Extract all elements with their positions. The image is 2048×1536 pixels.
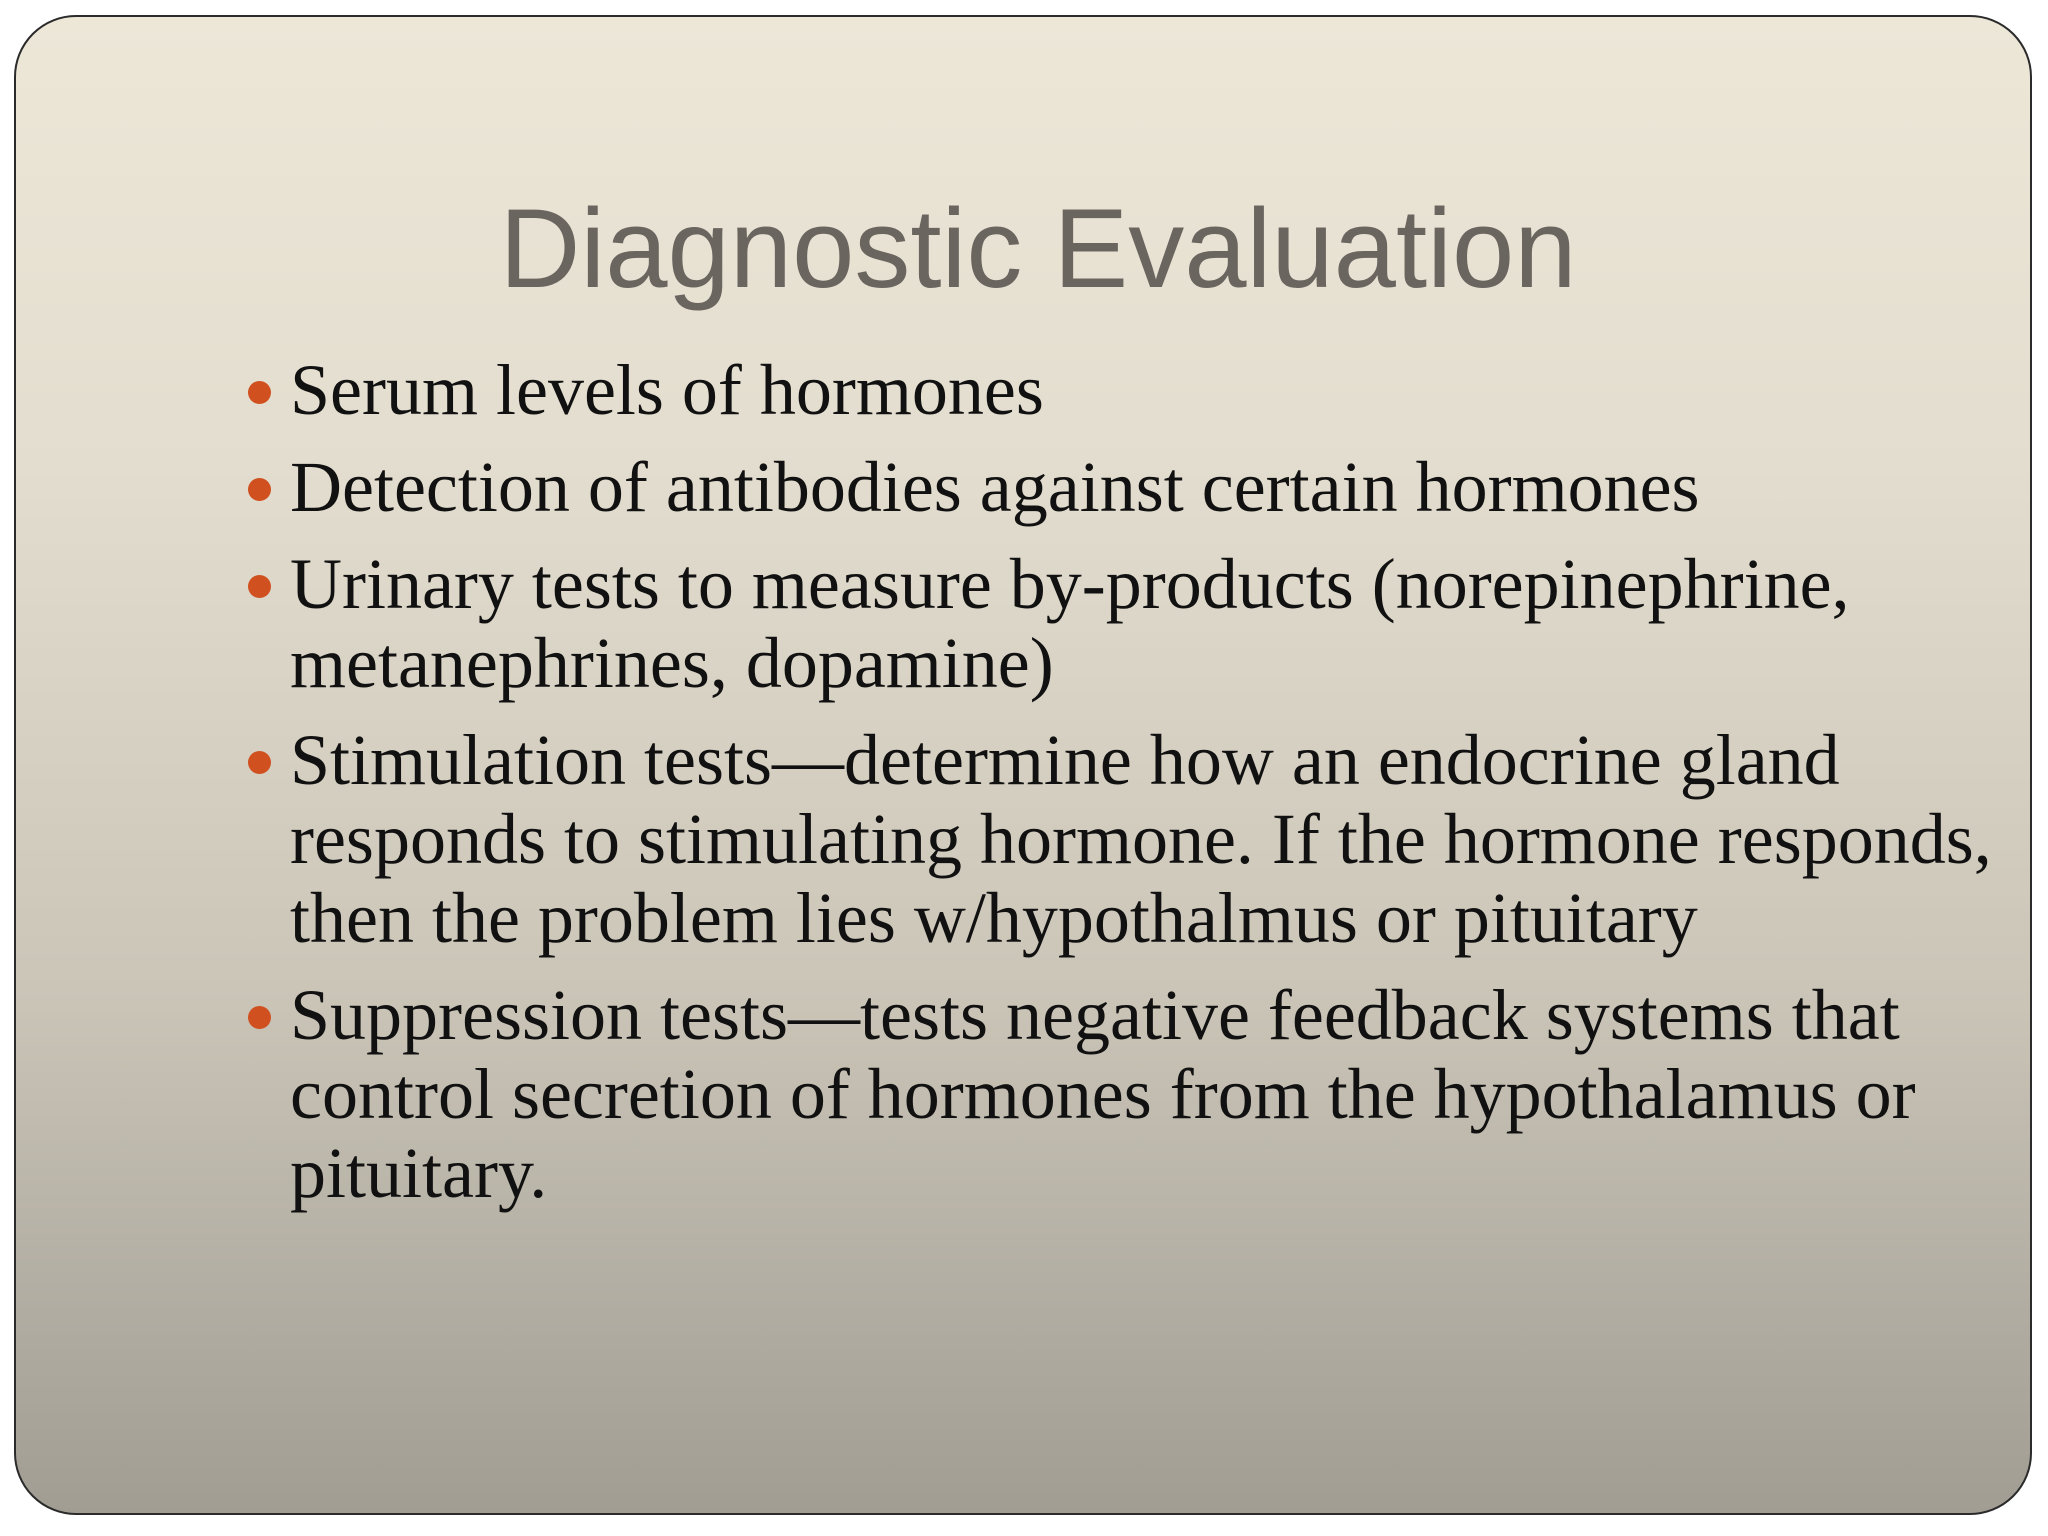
bullet-dot-icon	[248, 1006, 271, 1029]
bullet-text: Urinary tests to measure by-products (norepinephrine, metanephrines, dopamine)	[290, 544, 1850, 703]
bullet-item	[290, 448, 2010, 527]
bullet-list	[290, 351, 2010, 1231]
bullet-text: Suppression tests—tests negative feedback systems that control secretion of hormones from the hypothalamus or pituitary.	[290, 975, 1916, 1213]
bullet-dot-icon	[248, 381, 271, 404]
bullet-dot-icon	[248, 478, 271, 501]
bullet-dot-icon	[248, 751, 271, 774]
slide	[14, 15, 2032, 1515]
slide-title: Diagnostic Evaluation	[499, 186, 1577, 311]
bullet-dot-icon	[248, 575, 271, 598]
bullet-text: Detection of antibodies against certain hormones	[290, 447, 1700, 527]
bullet-text: Serum levels of hormones	[290, 350, 1044, 430]
bullet-item	[290, 976, 2010, 1213]
bullet-item	[290, 351, 2010, 430]
bullet-text: Stimulation tests—determine how an endocrine gland responds to stimulating hormone. If the hormone responds, then the problem lies w/hypothalmus or pituitary	[290, 720, 1992, 958]
bullet-item	[290, 721, 2010, 958]
bullet-item	[290, 545, 2010, 703]
